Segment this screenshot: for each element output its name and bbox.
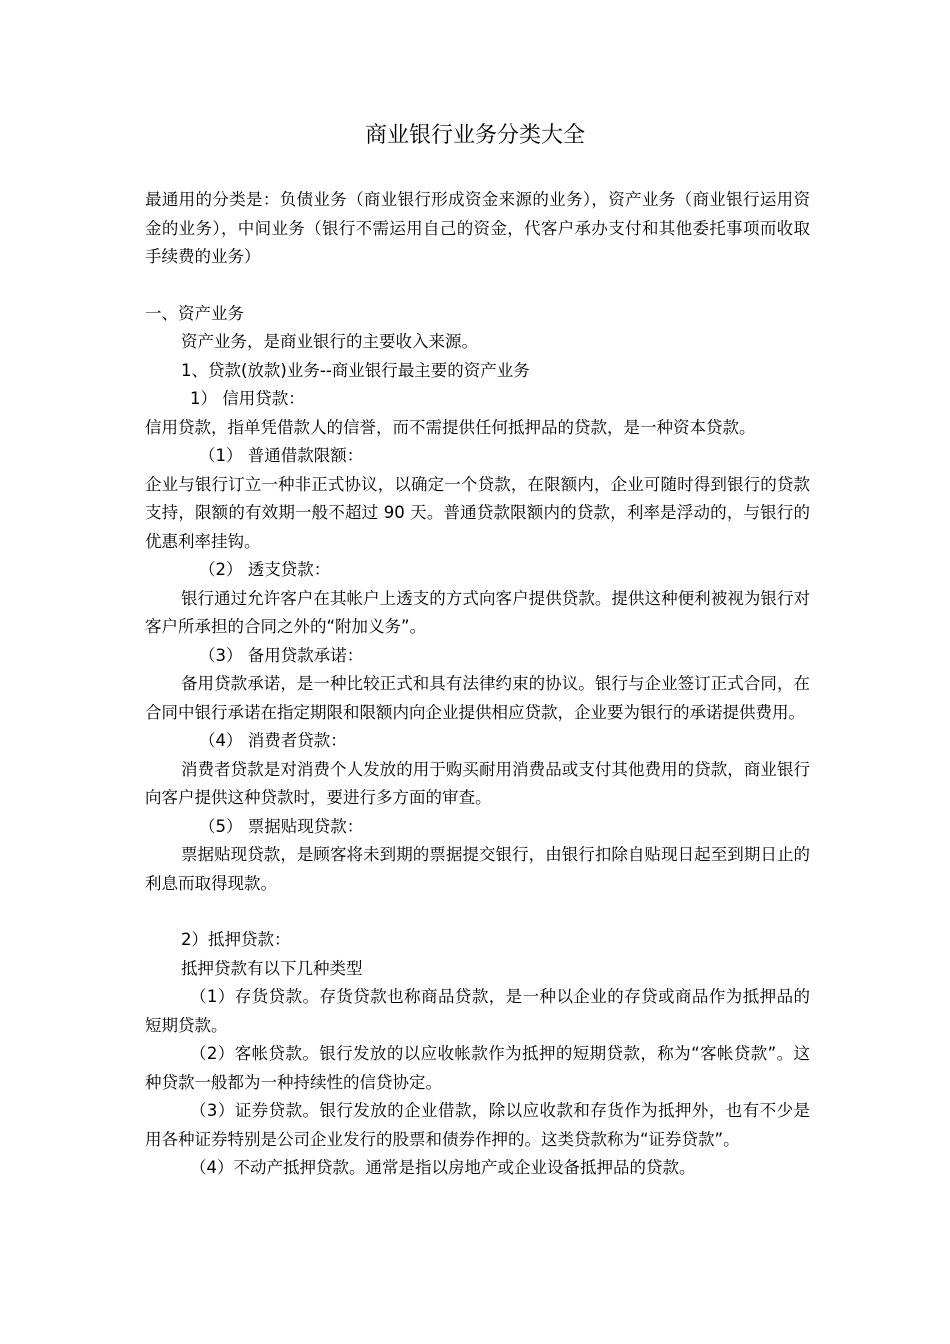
credit-loan-heading: 1） 信用贷款： xyxy=(190,389,305,408)
mortgage-item: （4）不动产抵押贷款。通常是指以房地产或企业设备抵押品的贷款。 xyxy=(190,1158,696,1177)
item-text: 消费者贷款是对消费个人发放的用于购买耐用消费品或支付其他费用的贷款，商业银行向客户提供这种贷款时，要进行多方面的审查。 xyxy=(145,759,810,807)
mortgage-item: （2）客帐贷款。银行发放的以应收帐款作为抵押的短期贷款，称为“客帐贷款”。这种贷款一般都为一种持续性的信贷协定。 xyxy=(145,1044,810,1092)
item-text: 票据贴现贷款，是顾客将未到期的票据提交银行，由银行扣除自贴现日起至到期日止的利息而取得现款。 xyxy=(145,845,810,893)
item-text: 企业与银行订立一种非正式协议，以确定一个贷款，在限额内，企业可随时得到银行的贷款支持，限额的有效期一般不超过 90 天。普通贷款限额内的贷款，利率是浮动的，与银行的优惠利率挂钩。 xyxy=(145,474,810,551)
intro-paragraph: 最通用的分类是：负债业务（商业银行形成资金来源的业务），资产业务（商业银行运用资金的业务），中间业务（银行不需运用自己的资金，代客户承办支付和其他委托事项而收取手续费的业务） xyxy=(145,190,810,266)
spacer xyxy=(145,272,810,300)
item-heading: （2） 透支贷款： xyxy=(199,560,331,579)
item-text: 银行通过允许客户在其帐户上透支的方式向客户提供贷款。提供这种便利被视为银行对客户所承担的合同之外的“附加义务”。 xyxy=(145,588,810,636)
item-text: 备用贷款承诺，是一种比较正式和具有法律约束的协议。银行与企业签订正式合同，在合同中银行承诺在指定期限和限额内向企业提供相应贷款，企业要为银行的承诺提供费用。 xyxy=(145,674,810,722)
mortgage-item: （3）证券贷款。银行发放的企业借款，除以应收款和存货作为抵押外，也有不少是用各种证券特别是公司企业发行的股票和债券作押的。这类贷款称为“证券贷款”。 xyxy=(145,1101,810,1149)
loan-heading: 1、贷款(放款)业务--商业银行最主要的资产业务 xyxy=(181,360,530,380)
item-heading: （4） 消费者贷款： xyxy=(199,731,347,750)
section-heading: 一、资产业务 xyxy=(145,303,244,323)
document-body xyxy=(145,186,810,1183)
document-title: 商业银行业务分类大全 xyxy=(364,123,585,148)
spacer xyxy=(145,898,810,926)
mortgage-intro: 抵押贷款有以下几种类型 xyxy=(181,958,363,978)
section-summary: 资产业务，是商业银行的主要收入来源。 xyxy=(181,332,478,351)
item-heading: （1） 普通借款限额： xyxy=(199,446,364,465)
credit-loan-text: 信用贷款，指单凭借款人的信誉，而不需提供任何抵押品的贷款，是一种资本贷款。 xyxy=(145,417,756,437)
item-heading: （5） 票据贴现贷款： xyxy=(199,816,364,836)
item-heading: （3） 备用贷款承诺： xyxy=(199,645,364,665)
mortgage-item: （1）存货贷款。存货贷款也称商品贷款，是一种以企业的存贷或商品作为抵押品的短期贷款。 xyxy=(145,987,810,1035)
mortgage-heading: 2）抵押贷款： xyxy=(181,930,291,949)
